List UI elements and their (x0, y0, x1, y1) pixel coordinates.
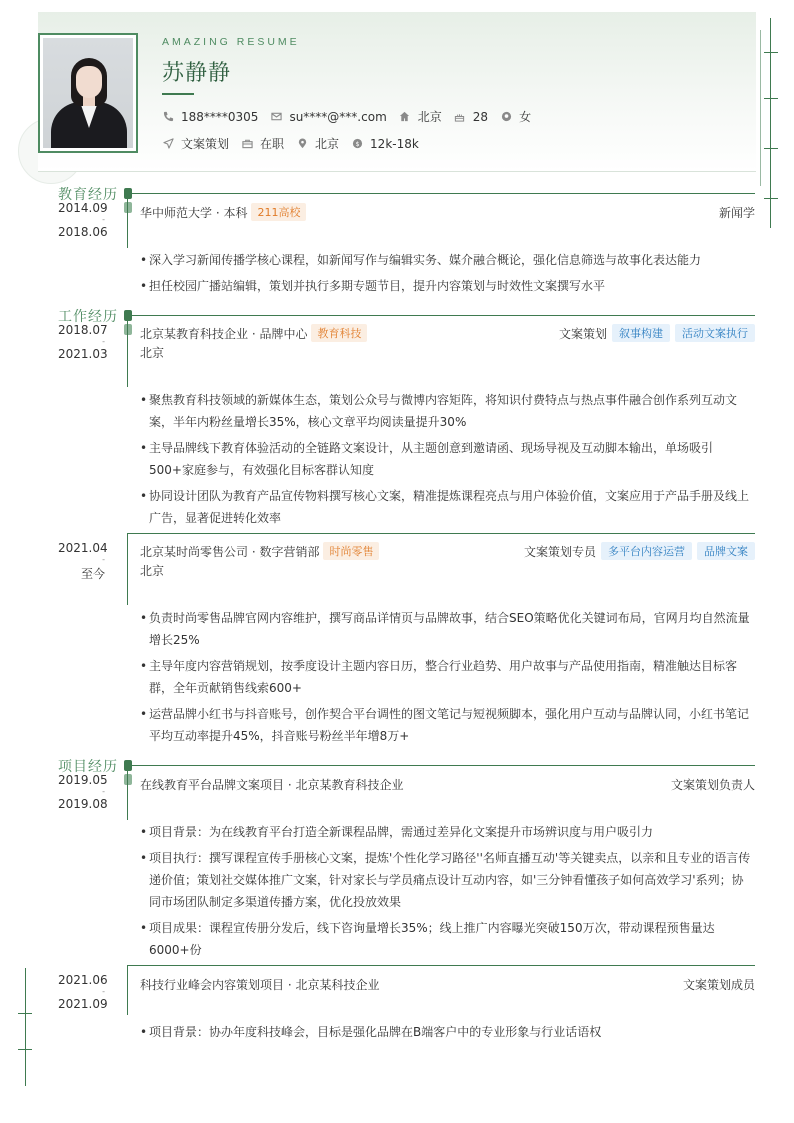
target-city-text: 北京 (315, 137, 340, 151)
date-separator: - (102, 337, 105, 346)
work-1-end-date: 2021.03 (58, 347, 108, 361)
entry-marker (124, 324, 132, 335)
decorative-tick-right (764, 98, 778, 99)
section-divider (124, 193, 755, 194)
work-2-bullets (140, 607, 755, 751)
project-1-start-date: 2019.05 (58, 773, 108, 787)
resume-brand: AMAZING RESUME (162, 36, 300, 48)
section-title-education: 教育经历 (58, 187, 118, 203)
section-title-work: 工作经历 (58, 309, 118, 325)
list-item: • 项目成果：课程宣传册分发后，线下咨询量增长35%；线上推广内容曝光突破150万次，带动课程预售量达6000+份 (140, 917, 755, 961)
gender-icon (500, 111, 512, 123)
candidate-name: 苏静静 (162, 61, 232, 86)
company-name: 北京某时尚零售公司 · 数字营销部 (140, 544, 320, 559)
timeline-line (127, 765, 128, 820)
date-separator: - (102, 787, 105, 796)
entry-marker (124, 774, 132, 785)
work-2-company (140, 542, 379, 560)
salary-item (351, 137, 419, 151)
industry-tag: 教育科技 (311, 324, 367, 342)
date-separator: - (102, 555, 105, 564)
list-item: • 负责时尚零售品牌官网内容维护，撰写商品详情页与品牌故事，结合SEO策略优化关键词布局，官网月均自然流量增长25% (140, 607, 755, 651)
list-item: • 主导品牌线下教育体验活动的全链路文案设计，从主题创意到邀请函、现场导视及互动脚本输出，单场吸引500+家庭参与，有效强化目标客群认知度 (140, 437, 755, 481)
map-pin-icon (296, 138, 308, 150)
resume-header (38, 12, 756, 172)
work-2-start-date: 2021.04 (58, 541, 108, 555)
section-marker (124, 310, 132, 321)
location-item (399, 108, 442, 125)
target-role-item (162, 135, 229, 152)
age-text: 28 (472, 109, 489, 124)
section-title-projects: 项目经历 (58, 759, 118, 775)
education-end-date: 2018.06 (58, 225, 108, 239)
school-name: 华中师范大学 · 本科 (140, 205, 248, 220)
project-2-title: 科技行业峰会内容策划项目 · 北京某科技企业 (140, 978, 380, 992)
section-marker (124, 188, 132, 199)
job-intent-row (162, 135, 431, 152)
cake-icon (454, 111, 466, 123)
svg-text:$: $ (355, 139, 360, 148)
list-item: • 深入学习新闻传播学核心课程，如新闻写作与编辑实务、媒介融合概论，强化信息筛选与故事化表达能力 (140, 249, 755, 271)
salary-text: 12k-18k (370, 136, 419, 151)
target-role-text: 文案策划 (181, 137, 230, 151)
send-icon (162, 138, 174, 150)
list-item: • 担任校园广播站编辑，策划并执行多期专题节目，提升内容策划与时效性文案撰写水平 (140, 275, 755, 297)
project-2-role: 文案策划成员 (682, 978, 755, 992)
decorative-vertical-line-right-inner (760, 30, 761, 186)
role-title: 文案策划专员 (523, 544, 596, 559)
coin-icon (351, 138, 363, 150)
project-2-end-date: 2021.09 (58, 997, 108, 1011)
list-item: • 运营品牌小红书与抖音账号，创作契合平台调性的图文笔记与短视频脚本，强化用户互动与品牌认同，小红书笔记平均互动率提升45%，抖音账号粉丝半年增8万+ (140, 703, 755, 747)
email-text: su****@***.com (289, 109, 387, 124)
timeline-line (127, 965, 128, 1015)
education-school (140, 203, 306, 221)
briefcase-icon (241, 138, 253, 150)
contact-row (162, 108, 543, 125)
status-item (241, 135, 284, 152)
industry-tag: 时尚零售 (323, 542, 379, 560)
phone-item (162, 110, 258, 124)
skill-tag: 活动文案执行 (675, 324, 755, 342)
project-2-bullets (140, 1021, 755, 1047)
role-title: 文案策划 (558, 326, 607, 341)
education-major: 新闻学 (718, 206, 755, 220)
target-city-item (296, 135, 339, 152)
list-item: • 主导年度内容营销规划，按季度设计主题内容日历，整合行业趋势、用户故事与产品使用指南，精准触达目标客群，全年贡献销售线索600+ (140, 655, 755, 699)
entry-marker (124, 202, 132, 213)
list-item: • 项目背景：协办年度科技峰会，目标是强化品牌在B端客户中的专业形象与行业话语权 (140, 1021, 755, 1043)
home-icon (399, 111, 411, 123)
project-2-start-date: 2021.06 (58, 973, 108, 987)
mail-icon (270, 111, 282, 123)
email-item (270, 110, 386, 124)
decorative-tick-right (764, 148, 778, 149)
decorative-tick-right (764, 52, 778, 53)
list-item: • 项目背景：为在线教育平台打造全新课程品牌，需通过差异化文案提升市场辨识度与用户吸引力 (140, 821, 755, 843)
section-divider (124, 315, 755, 316)
project-1-bullets (140, 821, 755, 965)
portrait-image (43, 38, 133, 148)
timeline-line (127, 315, 128, 387)
status-text: 在职 (260, 137, 285, 151)
date-separator: - (102, 987, 105, 996)
list-item: • 聚焦教育科技领域的新媒体生态，策划公众号与微博内容矩阵，将知识付费特点与热点事件融合创作系列互动文案，半年内粉丝量增长35%，核心文章平均阅读量提升30% (140, 389, 755, 433)
work-1-start-date: 2018.07 (58, 323, 108, 337)
company-name: 北京某教育科技企业 · 品牌中心 (140, 326, 308, 341)
list-item: • 协同设计团队为教育产品宣传物料撰写核心文案，精准提炼课程亮点与用户体验价值，文案应用于产品手册及线上广告，显著促进转化效率 (140, 485, 755, 529)
entry-divider (127, 533, 755, 534)
education-bullets (140, 249, 755, 301)
school-tag: 211高校 (251, 203, 306, 221)
section-marker (124, 760, 132, 771)
timeline-line (127, 533, 128, 605)
skill-tag: 叙事构建 (612, 324, 670, 342)
date-separator: - (102, 215, 105, 224)
work-2-city: 北京 (140, 564, 165, 578)
education-start-date: 2014.09 (58, 201, 108, 215)
phone-icon (162, 111, 174, 123)
age-item (454, 110, 488, 124)
work-2-end-date: 至今 (80, 567, 105, 581)
decorative-vertical-line-right (770, 18, 771, 228)
location-text: 北京 (417, 110, 442, 124)
work-1-role (559, 324, 755, 342)
decorative-tick-right (764, 198, 778, 199)
timeline-line (127, 193, 128, 248)
list-item: • 项目执行：撰写课程宣传手册核心文案，提炼'个性化学习路径''名师直播互动'等关键卖点，以亲和且专业的语言传递价值；策划社交媒体推广文案，针对家长与学员痛点设计互动内容，如'三分钟看懂孩子如何高效学习'系列；协同市场团队制定多渠道传播方案，优化投放效果 (140, 847, 755, 913)
project-1-end-date: 2019.08 (58, 797, 108, 811)
decorative-tick-left (18, 1013, 32, 1014)
section-divider (124, 765, 755, 766)
work-1-city: 北京 (140, 346, 165, 360)
name-underline (162, 93, 194, 95)
decorative-tick-left (18, 1049, 32, 1050)
gender-text: 女 (519, 110, 532, 124)
work-2-role (524, 542, 755, 560)
work-1-company (140, 324, 367, 342)
work-1-bullets (140, 389, 755, 533)
project-1-title: 在线教育平台品牌文案项目 · 北京某教育科技企业 (140, 778, 404, 792)
gender-item (500, 108, 531, 125)
phone-text: 188****0305 (181, 109, 259, 124)
skill-tag: 品牌文案 (697, 542, 755, 560)
profile-photo (38, 33, 138, 153)
project-1-role: 文案策划负责人 (670, 778, 755, 792)
entry-divider (127, 965, 755, 966)
skill-tag: 多平台内容运营 (601, 542, 692, 560)
decorative-vertical-line-left (25, 968, 26, 1086)
